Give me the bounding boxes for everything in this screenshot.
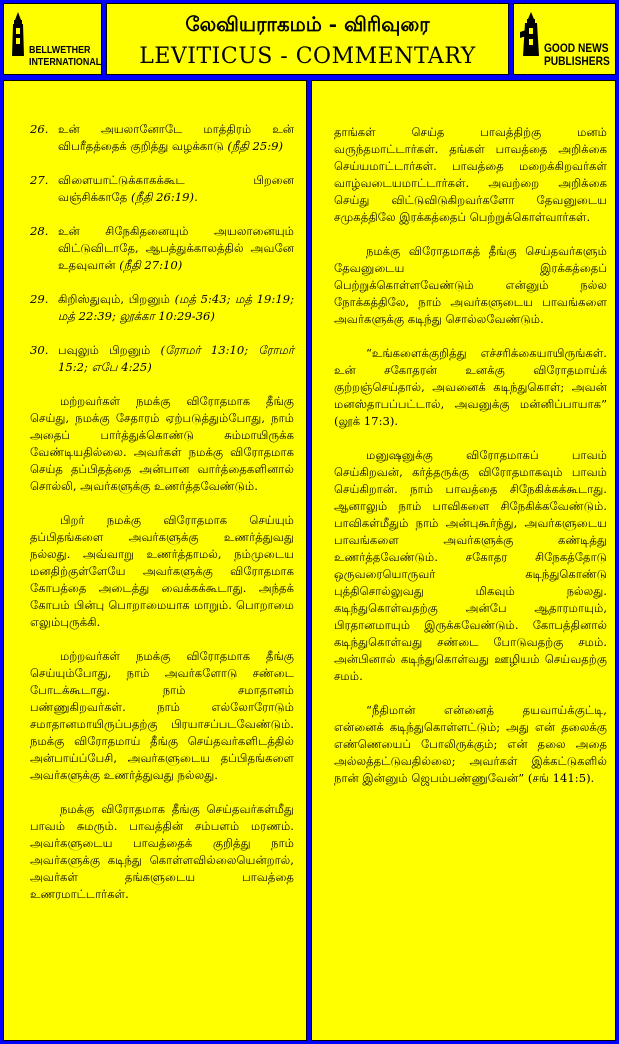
list-item bbox=[30, 291, 294, 325]
list-item bbox=[30, 342, 294, 376]
good-news-logo bbox=[514, 4, 615, 74]
list-text: கிறிஸ்துவும், பிறனும் (மத் 5:43; மத் 19:19; மத் 22:39; லூக்கா 10:29-36) bbox=[58, 292, 294, 323]
scripture-ref: (நீதி 27:10) bbox=[119, 258, 183, 272]
list-text: உன் அயலானோடே மாத்திரம் உன் விபரீதத்தைக் குறித்து வழக்காடு (நீதி 25:9) bbox=[58, 122, 294, 153]
bellwether-line2: INTERNATIONAL bbox=[29, 56, 102, 68]
list-number: 27. bbox=[30, 173, 49, 187]
bellwether-logo bbox=[4, 4, 101, 74]
title-box bbox=[106, 3, 509, 75]
paragraph: பிறர் நமக்கு விரோதமாக செய்யும் தப்பிதங்களை அவர்களுக்கு உணர்த்துவது நல்லது. அவ்வாறு உணர்த்தாமல், நம்முடைய மனதிற்குள்ளேயே அவர்களுக்கு விரோதமாக கோபத்தை அடைத்து வைக்கக்கூடாது. அந்தக் கோபம் பின்பு பொறாமையாக மாறும். பொறாமை எலும்புருக்கி. bbox=[30, 513, 294, 629]
good-news-line2: PUBLISHERS bbox=[544, 54, 610, 68]
page-title-english: LEVITICUS - COMMENTARY bbox=[139, 44, 476, 69]
scripture-ref: (மத் 5:43; மத் 19:19; மத் 22:39; லூக்கா 10:29-36) bbox=[58, 292, 294, 323]
tower-icon bbox=[520, 12, 542, 58]
list-item bbox=[30, 121, 294, 155]
scripture-ref: (ரோமர் 13:10; ரோமர் 15:2; எபே 4:25) bbox=[58, 343, 295, 374]
list-text: விளையாட்டுக்காகக்கூட பிறனை வஞ்சிக்காதே (நீதி 26:19). bbox=[58, 173, 294, 204]
scripture-ref: (நீதி 25:9) bbox=[227, 139, 284, 153]
reference-list bbox=[30, 121, 294, 376]
paragraph: நமக்கு விரோதமாக தீங்கு செய்தவர்கள்மீது பாவம் சுமரும். பாவத்தின் சம்பளம் மரணம். அவர்களுடைய பாவத்தைக் குறித்து நாம் அவர்களுக்கு கடிந்து கொள்ளவில்லையென்றால், அவர்கள் தங்களுடைய பாவத்தை உணரமாட்டார்கள். bbox=[30, 802, 294, 901]
list-number: 29. bbox=[30, 292, 49, 306]
left-column bbox=[3, 80, 307, 1041]
list-number: 28. bbox=[30, 224, 49, 238]
tower-icon bbox=[10, 12, 26, 58]
list-number: 26. bbox=[30, 122, 49, 136]
paragraph-continued: தாங்கள் செய்த பாவத்திற்கு மனம் வருந்தமாட்டார்கள். தங்கள் பாவத்தை அறிக்கை செய்யமாட்டார்கள். பாவத்தை மறைக்கிறவர்கள் வாழ்வடையமாட்டார்கள். அவற்றை அறிக்கை செய்து விட்டுவிடுகிறவர்களோ தேவனுடைய சமுகத்திலே இரக்கத்தைப் பெற்றுக்கொள்வார்கள். bbox=[334, 125, 607, 224]
paragraph: மற்றவர்கள் நமக்கு விரோதமாக தீங்கு செய்து, நமக்கு சேதாரம் ஏற்படுத்தும்போது, நாம் அதைப் பார்த்துக்கொண்டு சும்மாயிருக்க வேண்டியதில்லை. அவர்கள் நமக்கு விரோதமாக செய்த தப்பிதத்தை அன்பான வார்த்தைகளினால் சொல்லி, அவர்களுக்கு உணர்த்தவேண்டும். bbox=[30, 394, 294, 493]
list-item bbox=[30, 223, 294, 274]
scripture-ref: (நீதி 26:19). bbox=[131, 190, 198, 204]
scripture-quote: “நீதிமான் என்னைத் தயவாய்க்குட்டி, என்னைக் கடிந்துகொள்ளட்டும்; அது என் தலைக்கு எண்ணெயைப் போலிருக்கும்; என் தலை அதை அல்லத்தட்டுவதில்லை; அவர்கள் இக்கட்டுகளில் நான் இன்னும் ஜெபம்பண்ணுவேன்” (சங் 141:5). bbox=[334, 703, 607, 785]
bellwether-line1: BELLWETHER bbox=[29, 44, 91, 56]
paragraph: மற்றவர்கள் நமக்கு விரோதமாக தீங்கு செய்யும்போது, நாம் அவர்களோடு சண்டை போடக்கூடாது. நாம் சமாதானம் பண்ணுகிறவர்கள். நாம் எல்லோரோடும் சமாதானமாயிருப்பதற்கு பிரயாசப்படவேண்டும். நமக்கு விரோதமாய் தீங்கு செய்தவர்களிடத்தில் அன்பாய்ப்பேசி, அவர்களுடைய தப்பிதங்களை அவர்களுக்கு உணர்த்துவது நல்லது. bbox=[30, 649, 294, 782]
page-title-tamil: லேவியராகமம் - விரிவுரை bbox=[185, 12, 430, 36]
good-news-logo-box bbox=[513, 3, 616, 75]
paragraph: மனுஷனுக்கு விரோதமாகப் பாவம் செய்கிறவன், கர்த்தருக்கு விரோதமாகவும் பாவம் செய்கிறான். நாம் பாவத்தை சிநேகிக்கக்கூடாது. ஆனாலும் நாம் பாவிகளை சிநேகிக்கவேண்டும். பாவிகள்மீதும் நாம் அன்புகூர்ந்து, அவர்களுடைய பாவங்களை அவர்களுக்கு கண்டித்து உணர்த்தவேண்டும். சகோதர சிநேகத்தோடு ஒருவரையொருவர் கடிந்துகொண்டு புத்திசொல்லுவது மிகவும் நல்லது. கடிந்துகொள்வதற்கு அன்பே ஆதாரமாயும், பிரதானமாயும் இருக்கவேண்டும். கோபத்தினால் கடிந்துகொள்வது சண்டை போடுவதற்கு சமம். அன்பினால் கடிந்துகொள்வது ஊழியம் செய்வதற்கு சமம். bbox=[334, 448, 607, 683]
list-text: பவுலும் பிறனும் (ரோமர் 13:10; ரோமர் 15:2; எபே 4:25) bbox=[58, 343, 295, 374]
list-text: உன் சிநேகிதனையும் அயலானையும் விட்டுவிடாதே, ஆபத்துக்காலத்தில் அவனே உதவுவான் (நீதி 27:10) bbox=[58, 224, 294, 272]
list-number: 30. bbox=[30, 343, 49, 357]
good-news-line1: GOOD NEWS bbox=[544, 41, 609, 55]
paragraph: நமக்கு விரோதமாகத் தீங்கு செய்தவர்களும் தேவனுடைய இரக்கத்தைப் பெற்றுக்கொள்ளவேண்டும் என்னும் நல்ல நோக்கத்திலே, நாம் அவர்களுடைய பாவங்களை அவர்களுக்கு கடிந்து சொல்லவேண்டும். bbox=[334, 244, 607, 326]
right-column bbox=[311, 80, 616, 1041]
scripture-quote: “உங்களைக்குறித்து எச்சரிக்கையாயிருங்கள். உன் சகோதரன் உனக்கு விரோதமாய்க் குற்றஞ்செய்தால், அவனைக் கடிந்துகொள்; அவன் மனஸ்தாபப்பட்டால், அவனுக்கு மன்னிப்பாயாக” (லூக் 17:3). bbox=[334, 346, 607, 428]
list-item bbox=[30, 172, 294, 206]
bellwether-logo-box bbox=[3, 3, 102, 75]
